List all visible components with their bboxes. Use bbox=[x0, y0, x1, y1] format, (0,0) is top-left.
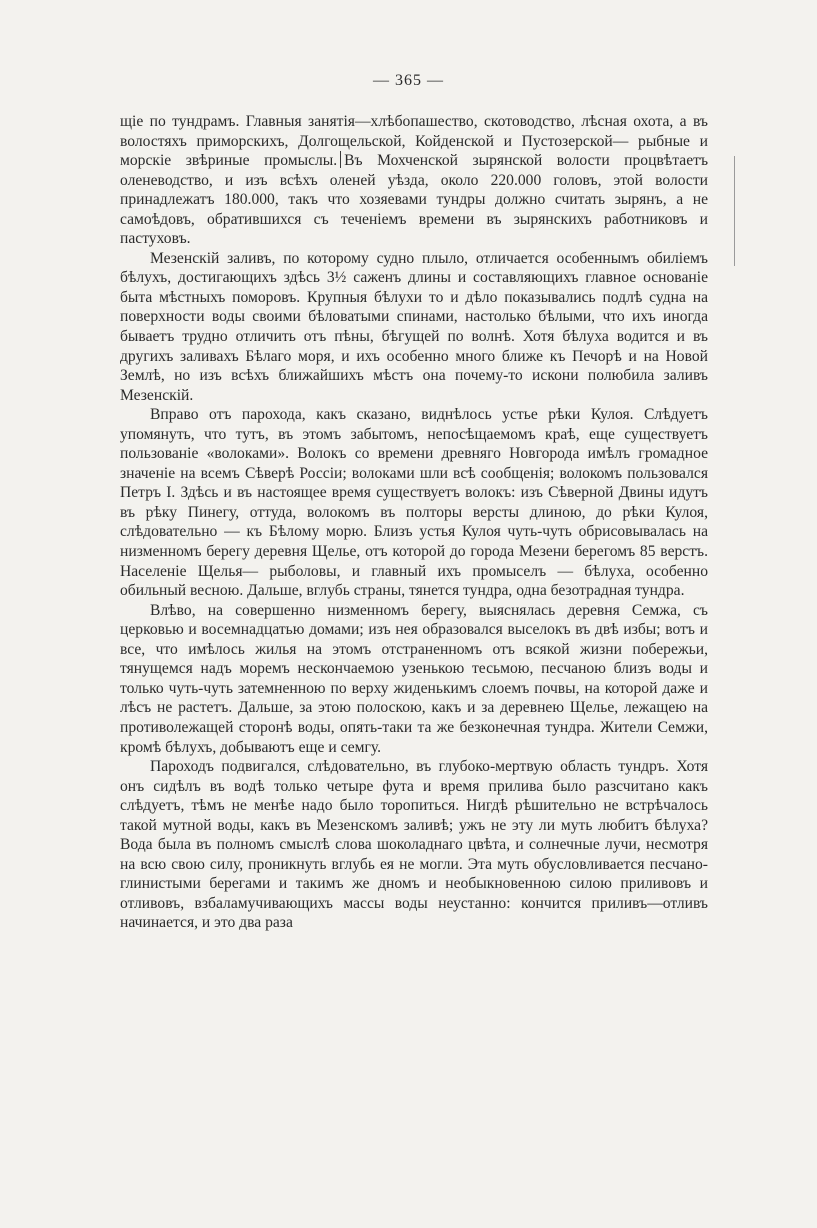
margin-bracket-mark bbox=[730, 156, 735, 266]
body-text bbox=[120, 112, 708, 933]
paragraph-2: Мезенскій заливъ, по которому судно плыло, отличается особеннымъ обиліемъ бѣлухъ, достигающихъ здѣсь 3½ саженъ длины и составляющихъ главное основаніе быта мѣстныхъ поморовъ. Крупныя бѣлухи то и дѣло показывались подлѣ судна на поверхности воды своими бѣловатыми спинами, настолько бѣлыми, что ихъ иногда бываетъ трудно отличить отъ пѣны, бѣгущей по волнѣ. Хотя бѣлуха водится и въ другихъ заливахъ Бѣлаго моря, и ихъ особенно много ближе къ Печорѣ и на Новой Землѣ, но изъ всѣхъ ближайшихъ мѣстъ она почему-то искони полюбила заливъ Мезенскій. bbox=[120, 249, 708, 404]
paragraph-1-part-b: Въ Мохченской зырянской волости процвѣтаетъ оленеводство, и изъ всѣхъ оленей уѣзда, около 220.000 головъ, этой волости принадлежатъ 180.000, такъ что хозяевами тундры должно считать зырянъ, а не самоѣдовъ, обратившихся съ теченіемъ времени въ зырянскихъ работниковъ и пастуховъ. bbox=[120, 152, 709, 248]
page-number: — 365 — bbox=[373, 72, 444, 89]
pencil-mark bbox=[340, 151, 341, 168]
paragraph-1-part-a: щіе по тундрамъ. Главныя занятія—хлѣбопашество, скотоводство, лѣсная охота, а въ волостяхъ приморскихъ, Долгощельской, Койденской и Пустозерской— рыбные и морскіе звѣриные промыслы. bbox=[120, 113, 708, 170]
paragraph-1 bbox=[120, 112, 708, 249]
paragraph-5: Пароходъ подвигался, слѣдовательно, въ глубоко-мертвую область тундръ. Хотя онъ сидѣлъ въ водѣ только четыре фута и время прилива было разсчитано какъ слѣдуетъ, тѣмъ не менѣе надо было торопиться. Нигдѣ рѣшительно не встрѣчалось такой мутной воды, какъ въ Мезенскомъ заливѣ; ужъ не эту ли муть любитъ бѣлуха? Вода была въ полномъ смыслѣ слова шоколаднаго цвѣта, и солнечные лучи, несмотря на всю свою силу, проникнуть вглубь ея не могли. Эта муть обусловливается песчано-глинистыми берегами и такимъ же дномъ и необыкновенною силою приливовъ и отливовъ, взбаламучивающихъ массы воды неустанно: кончится приливъ—отливъ начинается, и это два раза bbox=[120, 758, 708, 932]
paragraph-3: Вправо отъ парохода, какъ сказано, виднѣлось устье рѣки Кулоя. Слѣдуетъ упомянуть, что тутъ, въ этомъ забытомъ, непосѣщаемомъ краѣ, еще существуетъ пользованіе «волоками». Волокъ со времени древняго Новгорода имѣлъ громадное значеніе на всемъ Сѣверѣ Россіи; волоками шли всѣ сообщенія; волокомъ пользовался Петръ I. Здѣсь и въ настоящее время существуетъ волокъ: изъ Сѣверной Двины идутъ въ рѣку Пинегу, оттуда, волокомъ въ полторы версты длиною, до рѣки Кулоя, слѣдовательно — къ Бѣлому морю. Близъ устья Кулоя чуть-чуть обрисовывалась на низменномъ берегу деревня Щелье, отъ которой до города Мезени берегомъ 85 верстъ. Населеніе Щелья— рыболовы, и главный ихъ промыселъ — бѣлуха, особенно обильный весною. Дальше, вглубь страны, тянется тундра, одна безотрадная тундра. bbox=[120, 406, 708, 600]
paragraph-4: Влѣво, на совершенно низменномъ берегу, выяснялась деревня Семжа, съ церковью и восемнадцатью домами; изъ нея образовался выселокъ въ двѣ избы; вотъ и все, что имѣлось жилья на этомъ отстраненномъ отъ всякой жизни побережьи, тянущемся надъ моремъ нескончаемою узенькою тесьмою, песчаною близъ воды и только чуть-чуть затемненною по верху жиденькимъ слоемъ почвы, на которой даже и лѣсъ не растетъ. Дальше, за этою полоскою, какъ и за деревнею Щелье, лежащею на противолежащей сторонѣ воды, опять-таки та же безконечная тундра. Жители Семжи, кромѣ бѣлухъ, добываютъ еще и семгу. bbox=[120, 601, 708, 756]
